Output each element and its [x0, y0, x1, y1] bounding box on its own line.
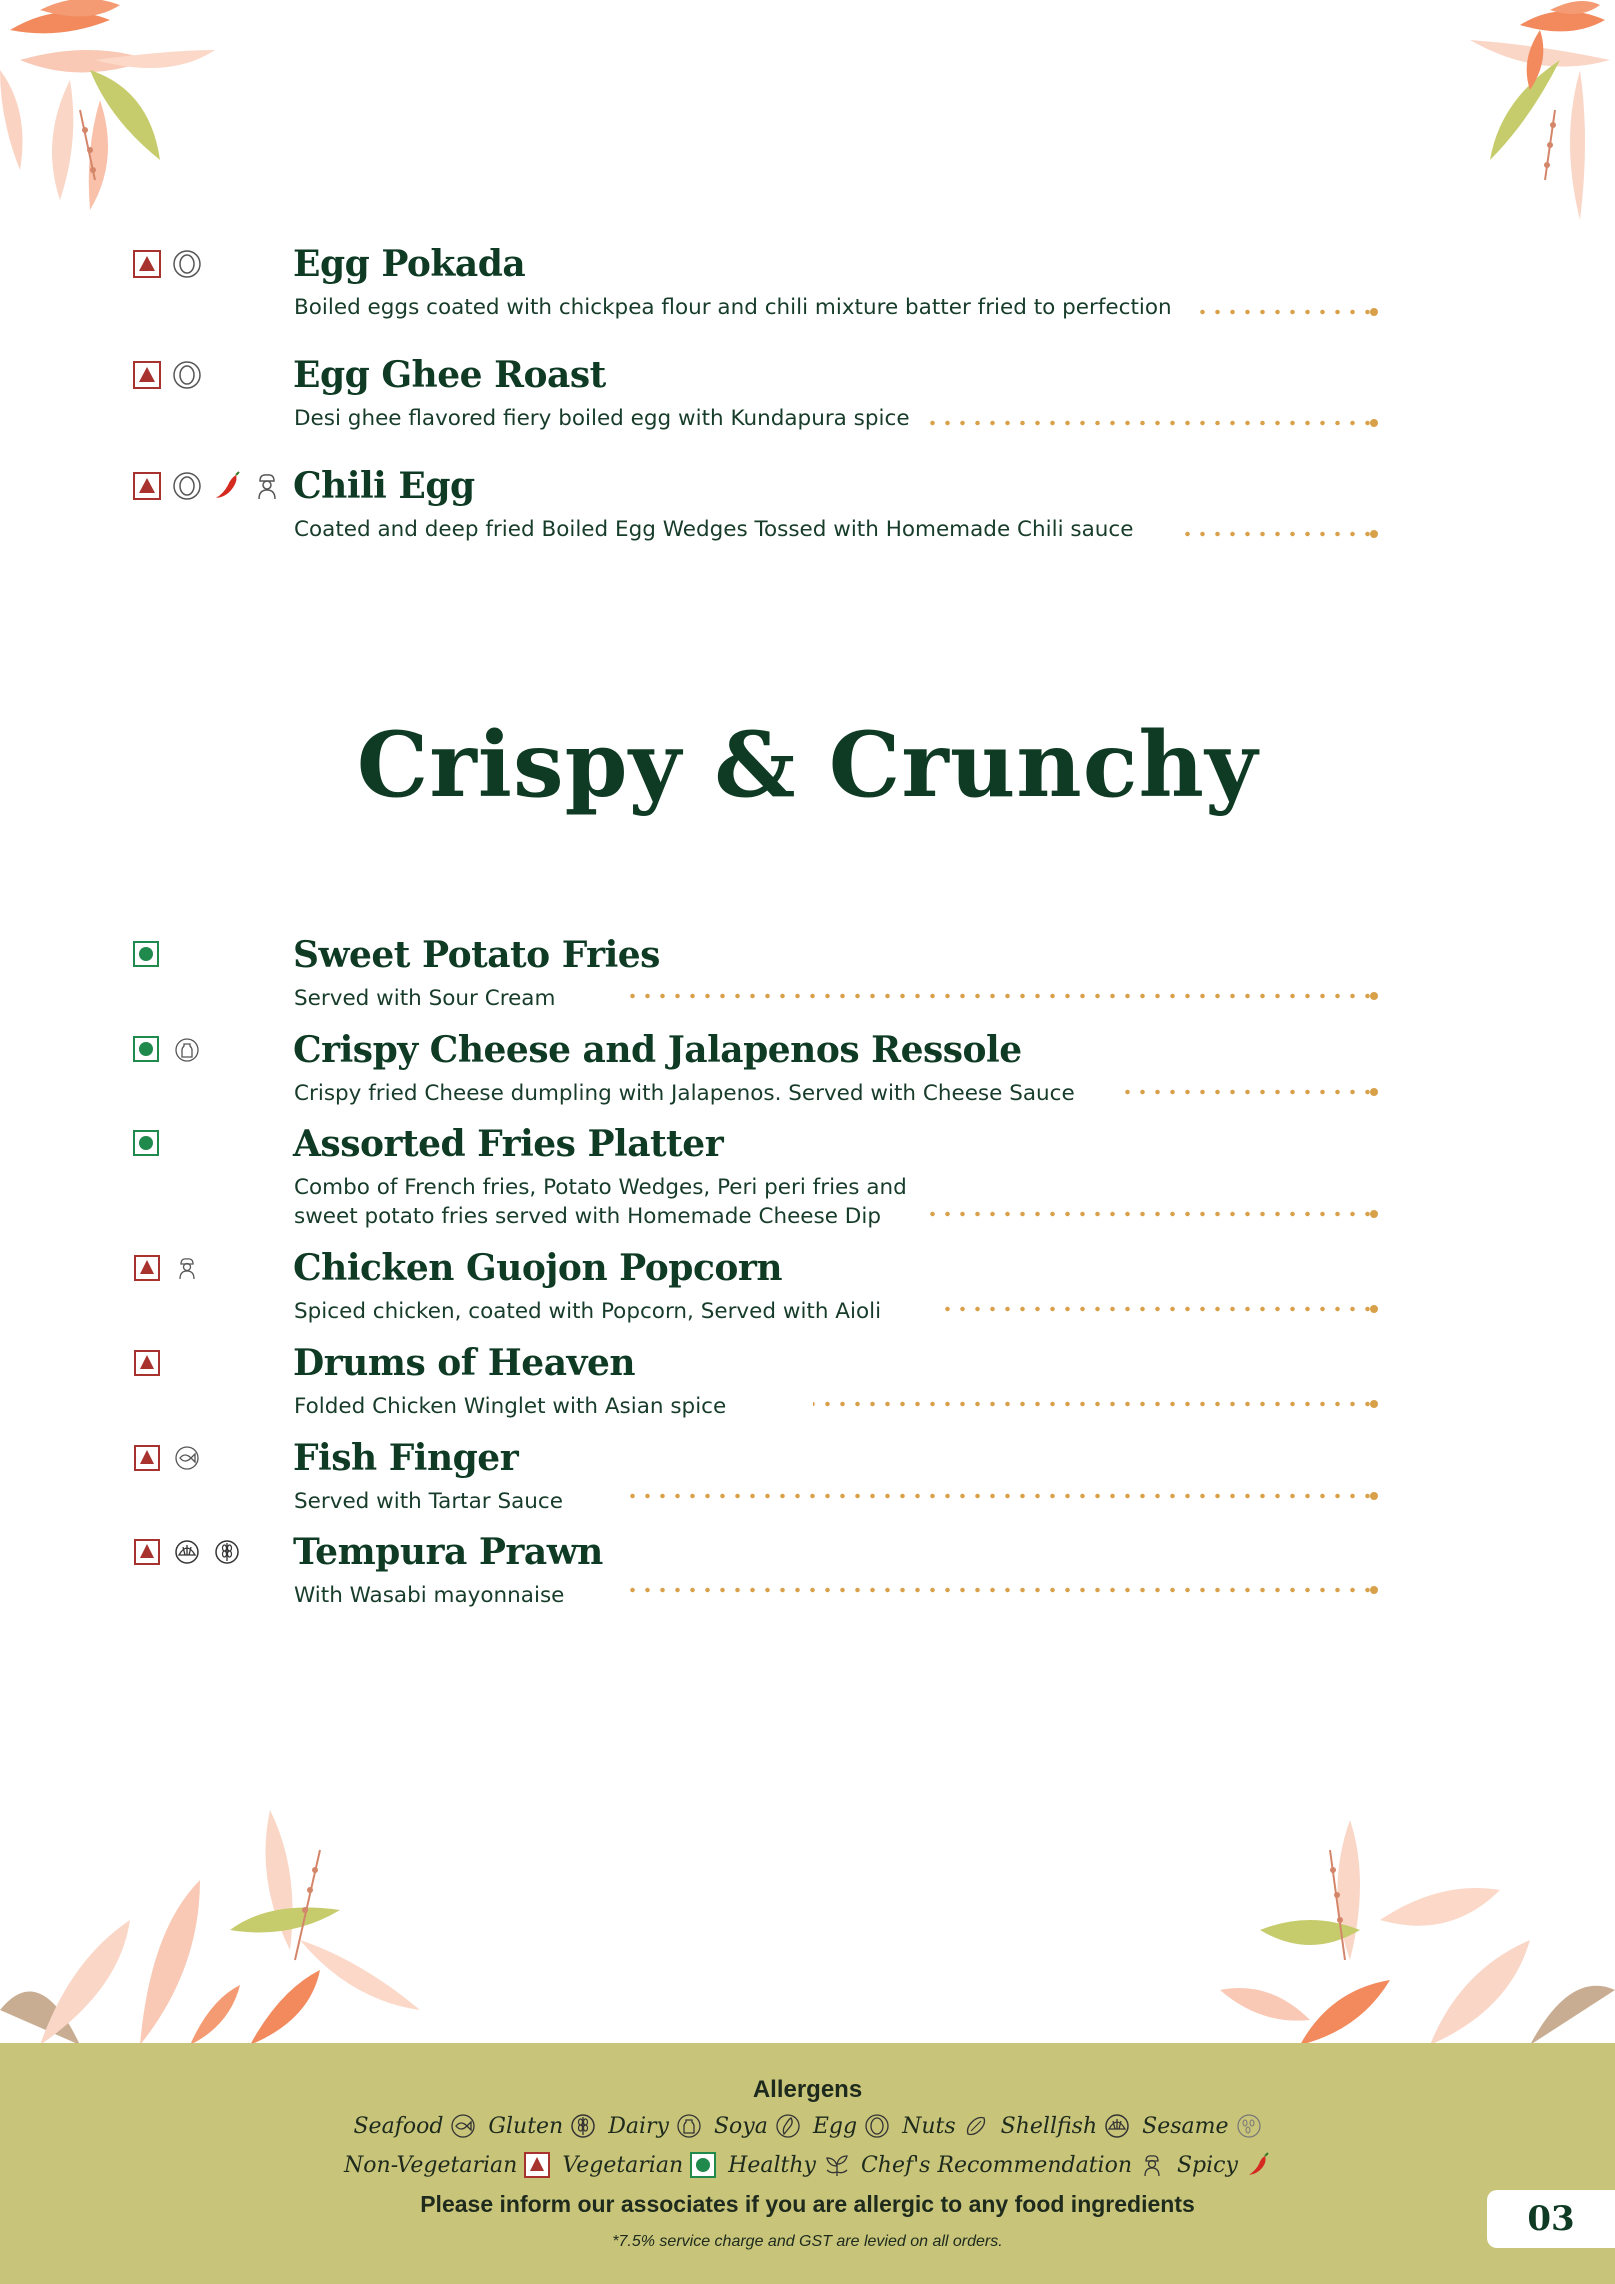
dot-leader	[928, 1211, 1375, 1217]
legend-label: Gluten	[488, 2113, 564, 2139]
item-icons	[132, 940, 162, 970]
dot-leader	[945, 1306, 1375, 1312]
soya-icon	[775, 2113, 801, 2139]
non-veg-icon	[132, 360, 162, 390]
veg-icon	[132, 1035, 162, 1065]
menu-item-sweet-potato-fries	[0, 934, 1615, 1011]
non-veg-icon	[132, 471, 162, 501]
veg-icon	[690, 2152, 716, 2178]
non-veg-icon	[132, 1348, 162, 1378]
nut-icon	[963, 2113, 989, 2139]
item-description: With Wasabi mayonnaise	[294, 1583, 565, 1608]
item-name: Chicken Guojon Popcorn	[293, 1247, 783, 1289]
item-icons	[132, 471, 282, 501]
item-name: Egg Ghee Roast	[293, 354, 606, 396]
item-description: Desi ghee flavored fiery boiled egg with Kundapura spice	[294, 406, 910, 431]
item-description: Boiled eggs coated with chickpea flour and chili mixture batter fried to perfection	[294, 295, 1172, 320]
item-name: Tempura Prawn	[293, 1531, 603, 1573]
veg-icon	[132, 940, 162, 970]
menu-item-fish-finger	[0, 1437, 1615, 1514]
item-name: Egg Pokada	[293, 243, 526, 285]
menu-item-crispy-cheese-jalapenos-ressole	[0, 1029, 1615, 1106]
item-description: Served with Tartar Sauce	[294, 1489, 563, 1514]
menu-item-drums-of-heaven	[0, 1342, 1615, 1419]
legend-soya	[714, 2113, 801, 2139]
item-icons	[132, 1129, 162, 1159]
legend-healthy	[728, 2152, 849, 2178]
legend-chefs-recommendation	[861, 2152, 1165, 2178]
legend-spicy	[1177, 2152, 1271, 2178]
item-name: Chili Egg	[293, 465, 475, 507]
dot-leader	[1125, 1089, 1375, 1095]
chef-icon	[172, 1253, 202, 1283]
item-description: Folded Chicken Winglet with Asian spice	[294, 1394, 727, 1419]
milk-icon	[676, 2113, 702, 2139]
legend-vegetarian	[562, 2152, 716, 2178]
menu-item-egg-pokada	[0, 243, 1615, 323]
menu-item-tempura-prawn	[0, 1531, 1615, 1608]
chili-icon	[1245, 2152, 1271, 2178]
leaf-decoration-top-left	[0, 0, 230, 240]
wheat-icon	[570, 2113, 596, 2139]
leaf-decoration-bottom-right	[1200, 1820, 1615, 2045]
egg-icon	[864, 2113, 890, 2139]
item-icons	[132, 1253, 202, 1283]
allergen-legend-row	[0, 2113, 1615, 2139]
legend-label: Dairy	[608, 2113, 669, 2139]
item-icons	[132, 249, 202, 279]
leaf-decoration-top-right	[1410, 0, 1615, 230]
shell-icon	[1104, 2113, 1130, 2139]
non-veg-icon	[524, 2152, 550, 2178]
legend-label: Sesame	[1142, 2113, 1229, 2139]
item-icons	[132, 1035, 202, 1065]
menu-item-egg-ghee-roast	[0, 354, 1615, 434]
service-charge-note: *7.5% service charge and GST are levied on all orders.	[612, 2233, 1003, 2250]
diet-legend-row	[0, 2152, 1615, 2178]
item-name: Drums of Heaven	[293, 1342, 636, 1384]
legend-label: Spicy	[1176, 2152, 1238, 2178]
item-icons	[132, 1443, 202, 1473]
dot-leader	[928, 420, 1375, 426]
legend-egg	[813, 2113, 890, 2139]
menu-item-chicken-guojon-popcorn	[0, 1247, 1615, 1324]
menu-item-chili-egg	[0, 465, 1615, 545]
chef-icon	[252, 471, 282, 501]
legend-label: Vegetarian	[562, 2152, 684, 2178]
egg-icon	[172, 360, 202, 390]
veg-icon	[132, 1129, 162, 1159]
shellfish-icon	[172, 1537, 202, 1567]
non-veg-icon	[132, 249, 162, 279]
fish-icon	[450, 2113, 476, 2139]
legend-label: Chef's Recommendation	[860, 2152, 1132, 2178]
egg-icon	[172, 249, 202, 279]
legend-label: Non-Vegetarian	[344, 2152, 518, 2178]
item-icons	[132, 1537, 242, 1567]
legend-shellfish	[1001, 2113, 1130, 2139]
dot-leader	[813, 1401, 1375, 1407]
legend-label: Healthy	[728, 2152, 816, 2178]
seafood-icon	[172, 1443, 202, 1473]
item-name: Assorted Fries Platter	[293, 1123, 724, 1165]
egg-icon	[172, 471, 202, 501]
legend-gluten	[488, 2113, 596, 2139]
leaf-decoration-bottom-left	[0, 1810, 460, 2045]
item-icons	[132, 360, 202, 390]
legend-seafood	[353, 2113, 476, 2139]
dot-leader	[623, 993, 1375, 999]
legend-non-vegetarian	[344, 2152, 550, 2178]
item-description: Crispy fried Cheese dumpling with Jalapenos. Served with Cheese Sauce	[294, 1081, 1075, 1106]
item-name: Crispy Cheese and Jalapenos Ressole	[293, 1029, 1022, 1071]
legend-label: Seafood	[353, 2113, 444, 2139]
item-description: Spiced chicken, coated with Popcorn, Served with Aioli	[294, 1299, 882, 1324]
section-title: Crispy & Crunchy	[356, 712, 1259, 818]
non-veg-icon	[132, 1253, 162, 1283]
non-veg-icon	[132, 1443, 162, 1473]
chef-icon	[1139, 2152, 1165, 2178]
legend-label: Nuts	[902, 2113, 956, 2139]
item-description: Combo of French fries, Potato Wedges, Peri peri fries and	[294, 1175, 907, 1200]
item-description: Coated and deep fried Boiled Egg Wedges Tossed with Homemade Chili sauce	[294, 517, 1134, 542]
leaf-icon	[823, 2152, 849, 2178]
item-description: Served with Sour Cream	[294, 986, 556, 1011]
gluten-icon	[212, 1537, 242, 1567]
legend-nuts	[902, 2113, 989, 2139]
legend-label: Shellfish	[1000, 2113, 1098, 2139]
menu-item-assorted-fries-platter	[0, 1123, 1615, 1229]
legend-sesame	[1142, 2113, 1261, 2139]
dot-leader	[1178, 531, 1375, 537]
legend-label: Soya	[713, 2113, 768, 2139]
dot-leader	[623, 1587, 1375, 1593]
legend-dairy	[608, 2113, 702, 2139]
dot-leader	[1193, 309, 1375, 315]
allergy-notice: Please inform our associates if you are allergic to any food ingredients	[420, 2191, 1195, 2217]
legend-label: Egg	[812, 2113, 858, 2139]
dot-leader	[623, 1493, 1375, 1499]
non-veg-icon	[132, 1537, 162, 1567]
item-name: Sweet Potato Fries	[293, 934, 660, 976]
allergens-heading: Allergens	[752, 2076, 863, 2103]
allergen-footer	[0, 2043, 1615, 2284]
chili-icon	[212, 471, 242, 501]
item-description-line-2: sweet potato fries served with Homemade Cheese Dip	[294, 1204, 881, 1229]
dairy-icon	[172, 1035, 202, 1065]
item-name: Fish Finger	[293, 1437, 519, 1479]
item-icons	[132, 1348, 162, 1378]
page-number: 03	[1487, 2190, 1615, 2248]
sesame-icon	[1236, 2113, 1262, 2139]
